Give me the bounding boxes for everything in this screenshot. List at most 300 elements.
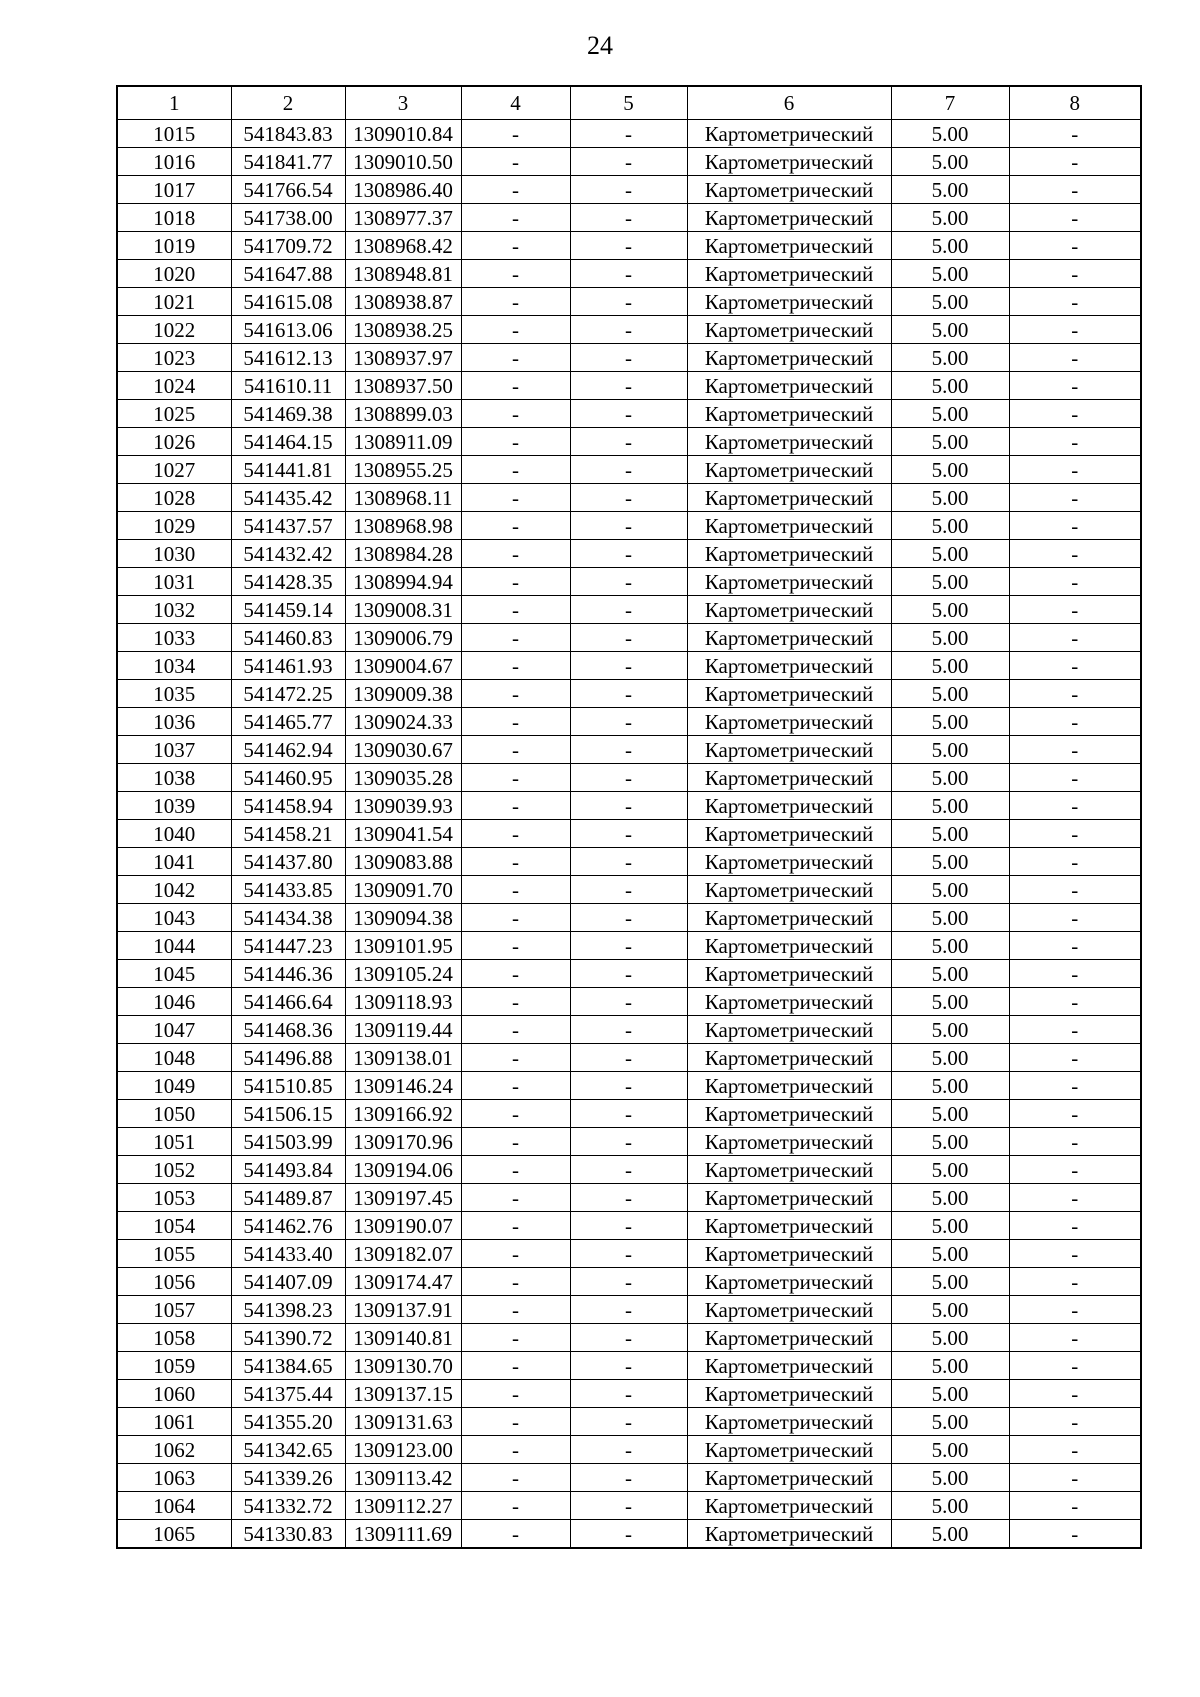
- table-cell: Картометрический: [687, 904, 891, 932]
- table-cell: 541841.77: [231, 148, 345, 176]
- table-row: [117, 680, 1141, 708]
- table-cell: -: [570, 820, 687, 848]
- table-cell: 541446.36: [231, 960, 345, 988]
- table-cell: 541461.93: [231, 652, 345, 680]
- table-cell: -: [461, 1492, 570, 1520]
- table-cell: 1040: [117, 820, 231, 848]
- table-cell: -: [461, 1044, 570, 1072]
- table-cell: 1038: [117, 764, 231, 792]
- table-cell: -: [1009, 1184, 1141, 1212]
- table-cell: 1309030.67: [345, 736, 461, 764]
- table-row: [117, 484, 1141, 512]
- table-cell: 1309137.91: [345, 1296, 461, 1324]
- table-row: [117, 316, 1141, 344]
- table-cell: -: [1009, 540, 1141, 568]
- table-cell: Картометрический: [687, 456, 891, 484]
- table-cell: 1053: [117, 1184, 231, 1212]
- table-cell: 1309146.24: [345, 1072, 461, 1100]
- table-cell: Картометрический: [687, 540, 891, 568]
- table-cell: 541709.72: [231, 232, 345, 260]
- table-cell: Картометрический: [687, 1324, 891, 1352]
- table-cell: Картометрический: [687, 820, 891, 848]
- table-cell: 1309137.15: [345, 1380, 461, 1408]
- table-cell: Картометрический: [687, 1464, 891, 1492]
- table-cell: 1309035.28: [345, 764, 461, 792]
- table-cell: -: [570, 792, 687, 820]
- table-cell: -: [461, 596, 570, 624]
- table-cell: -: [570, 764, 687, 792]
- table-cell: 1308968.11: [345, 484, 461, 512]
- table-cell: 5.00: [891, 1436, 1009, 1464]
- table-cell: Картометрический: [687, 1352, 891, 1380]
- table-cell: 541466.64: [231, 988, 345, 1016]
- table-cell: -: [461, 680, 570, 708]
- table-cell: -: [570, 1212, 687, 1240]
- table-cell: 1061: [117, 1408, 231, 1436]
- table-cell: 1308937.97: [345, 344, 461, 372]
- table-cell: -: [461, 204, 570, 232]
- table-cell: 5.00: [891, 1184, 1009, 1212]
- table-cell: Картометрический: [687, 372, 891, 400]
- table-cell: -: [1009, 708, 1141, 736]
- table-cell: 541330.83: [231, 1520, 345, 1549]
- table-cell: -: [570, 876, 687, 904]
- table-row: [117, 568, 1141, 596]
- table-cell: 5.00: [891, 848, 1009, 876]
- table-cell: 1036: [117, 708, 231, 736]
- table-cell: -: [570, 1044, 687, 1072]
- table-cell: -: [570, 1016, 687, 1044]
- table-cell: Картометрический: [687, 1240, 891, 1268]
- table-cell: 541390.72: [231, 1324, 345, 1352]
- table-cell: 1019: [117, 232, 231, 260]
- table-cell: 541465.77: [231, 708, 345, 736]
- table-cell: Картометрический: [687, 512, 891, 540]
- table-cell: 5.00: [891, 1044, 1009, 1072]
- table-cell: 1308955.25: [345, 456, 461, 484]
- table-cell: 1052: [117, 1156, 231, 1184]
- column-header: 5: [570, 86, 687, 120]
- table-cell: -: [1009, 568, 1141, 596]
- table-cell: -: [1009, 400, 1141, 428]
- table-cell: -: [461, 1324, 570, 1352]
- table-cell: -: [1009, 1212, 1141, 1240]
- table-cell: -: [570, 848, 687, 876]
- column-header: 3: [345, 86, 461, 120]
- table-cell: -: [1009, 1464, 1141, 1492]
- table-cell: -: [461, 1520, 570, 1549]
- table-cell: 5.00: [891, 1464, 1009, 1492]
- table-cell: -: [461, 1436, 570, 1464]
- table-cell: 1048: [117, 1044, 231, 1072]
- table-cell: -: [461, 1100, 570, 1128]
- table-cell: -: [570, 428, 687, 456]
- column-header: 8: [1009, 86, 1141, 120]
- table-cell: Картометрический: [687, 1128, 891, 1156]
- table-cell: 541355.20: [231, 1408, 345, 1436]
- table-row: [117, 176, 1141, 204]
- table-cell: -: [570, 1380, 687, 1408]
- table-cell: 5.00: [891, 1352, 1009, 1380]
- table-cell: 1309010.50: [345, 148, 461, 176]
- table-cell: -: [1009, 1240, 1141, 1268]
- table-body: [117, 86, 1141, 1548]
- table-cell: 5.00: [891, 1268, 1009, 1296]
- table-cell: -: [461, 932, 570, 960]
- table-cell: 1309174.47: [345, 1268, 461, 1296]
- table-cell: 5.00: [891, 204, 1009, 232]
- table-cell: 5.00: [891, 568, 1009, 596]
- table-row: [117, 1352, 1141, 1380]
- table-cell: 1043: [117, 904, 231, 932]
- table-cell: 541433.85: [231, 876, 345, 904]
- table-cell: -: [461, 988, 570, 1016]
- table-cell: 1309094.38: [345, 904, 461, 932]
- table-cell: -: [570, 1156, 687, 1184]
- table-cell: 5.00: [891, 316, 1009, 344]
- table-cell: -: [570, 708, 687, 736]
- table-cell: -: [461, 456, 570, 484]
- table-cell: 1309010.84: [345, 120, 461, 148]
- table-row: [117, 708, 1141, 736]
- table-cell: 1063: [117, 1464, 231, 1492]
- table-row: [117, 512, 1141, 540]
- table-cell: Картометрический: [687, 988, 891, 1016]
- table-cell: Картометрический: [687, 1436, 891, 1464]
- table-cell: -: [1009, 848, 1141, 876]
- table-cell: -: [461, 1156, 570, 1184]
- table-cell: 1033: [117, 624, 231, 652]
- table-cell: 541375.44: [231, 1380, 345, 1408]
- table-cell: 541435.42: [231, 484, 345, 512]
- table-cell: -: [461, 372, 570, 400]
- table-cell: -: [461, 148, 570, 176]
- table-row: [117, 1184, 1141, 1212]
- table-cell: -: [1009, 1100, 1141, 1128]
- table-cell: -: [570, 596, 687, 624]
- table-cell: -: [461, 1380, 570, 1408]
- table-cell: 541434.38: [231, 904, 345, 932]
- table-cell: 1044: [117, 932, 231, 960]
- table-cell: Картометрический: [687, 344, 891, 372]
- table-row: [117, 988, 1141, 1016]
- table-cell: -: [570, 680, 687, 708]
- table-cell: 1309170.96: [345, 1128, 461, 1156]
- table-cell: 1034: [117, 652, 231, 680]
- table-cell: -: [1009, 1492, 1141, 1520]
- table-cell: -: [461, 1296, 570, 1324]
- table-cell: -: [570, 456, 687, 484]
- table-cell: -: [461, 1408, 570, 1436]
- table-cell: -: [1009, 624, 1141, 652]
- table-cell: 1309131.63: [345, 1408, 461, 1436]
- table-cell: 541506.15: [231, 1100, 345, 1128]
- table-cell: 541843.83: [231, 120, 345, 148]
- table-cell: -: [570, 1492, 687, 1520]
- table-cell: Картометрический: [687, 624, 891, 652]
- table-cell: 541496.88: [231, 1044, 345, 1072]
- table-row: [117, 540, 1141, 568]
- table-row: [117, 148, 1141, 176]
- table-cell: Картометрический: [687, 1100, 891, 1128]
- table-cell: -: [570, 932, 687, 960]
- table-cell: -: [1009, 1380, 1141, 1408]
- table-cell: Картометрический: [687, 1212, 891, 1240]
- table-row: [117, 1044, 1141, 1072]
- table-cell: -: [1009, 1436, 1141, 1464]
- table-cell: 541342.65: [231, 1436, 345, 1464]
- table-cell: -: [570, 1072, 687, 1100]
- table-cell: 1020: [117, 260, 231, 288]
- table-cell: 1047: [117, 1016, 231, 1044]
- table-cell: -: [570, 120, 687, 148]
- table-cell: 5.00: [891, 1072, 1009, 1100]
- table-cell: 5.00: [891, 1100, 1009, 1128]
- table-cell: -: [461, 1240, 570, 1268]
- table-cell: 1064: [117, 1492, 231, 1520]
- table-cell: Картометрический: [687, 1380, 891, 1408]
- table-cell: -: [461, 1352, 570, 1380]
- table-cell: 1060: [117, 1380, 231, 1408]
- table-row: [117, 400, 1141, 428]
- table-cell: 1050: [117, 1100, 231, 1128]
- table-cell: -: [570, 624, 687, 652]
- table-cell: 1037: [117, 736, 231, 764]
- table-cell: Картометрический: [687, 232, 891, 260]
- table-cell: Картометрический: [687, 1520, 891, 1549]
- table-cell: 1309140.81: [345, 1324, 461, 1352]
- table-cell: -: [570, 1324, 687, 1352]
- table-cell: 1016: [117, 148, 231, 176]
- table-cell: -: [461, 848, 570, 876]
- table-cell: -: [461, 484, 570, 512]
- table-cell: -: [1009, 1072, 1141, 1100]
- table-cell: 1065: [117, 1520, 231, 1549]
- table-cell: -: [1009, 176, 1141, 204]
- table-cell: 5.00: [891, 232, 1009, 260]
- table-cell: Картометрический: [687, 400, 891, 428]
- table-cell: Картометрический: [687, 1016, 891, 1044]
- table-cell: -: [570, 344, 687, 372]
- table-cell: 541647.88: [231, 260, 345, 288]
- table-cell: -: [461, 1016, 570, 1044]
- table-cell: 541458.94: [231, 792, 345, 820]
- table-row: [117, 792, 1141, 820]
- table-cell: 1309123.00: [345, 1436, 461, 1464]
- table-cell: -: [1009, 428, 1141, 456]
- table-cell: 5.00: [891, 540, 1009, 568]
- table-cell: 541398.23: [231, 1296, 345, 1324]
- table-cell: Картометрический: [687, 176, 891, 204]
- table-cell: 1030: [117, 540, 231, 568]
- table-cell: 1309004.67: [345, 652, 461, 680]
- table-cell: -: [1009, 652, 1141, 680]
- table-cell: 5.00: [891, 512, 1009, 540]
- table-cell: -: [570, 960, 687, 988]
- table-cell: 1309130.70: [345, 1352, 461, 1380]
- table-cell: 1309166.92: [345, 1100, 461, 1128]
- table-cell: Картометрический: [687, 736, 891, 764]
- table-cell: 1309138.01: [345, 1044, 461, 1072]
- table-cell: Картометрический: [687, 316, 891, 344]
- table-cell: 5.00: [891, 176, 1009, 204]
- table-cell: -: [1009, 820, 1141, 848]
- table-row: [117, 1212, 1141, 1240]
- table-cell: 1057: [117, 1296, 231, 1324]
- table-cell: Картометрический: [687, 260, 891, 288]
- table-row: [117, 1408, 1141, 1436]
- table-cell: 5.00: [891, 1240, 1009, 1268]
- table-cell: -: [461, 652, 570, 680]
- table-cell: 1309105.24: [345, 960, 461, 988]
- table-cell: -: [1009, 680, 1141, 708]
- table-header-row: [117, 86, 1141, 120]
- table-cell: 1309190.07: [345, 1212, 461, 1240]
- table-cell: 1309119.44: [345, 1016, 461, 1044]
- table-cell: 1055: [117, 1240, 231, 1268]
- table-cell: -: [461, 288, 570, 316]
- table-cell: -: [1009, 1016, 1141, 1044]
- table-cell: 1027: [117, 456, 231, 484]
- table-cell: -: [1009, 736, 1141, 764]
- table-row: [117, 904, 1141, 932]
- table-cell: 541738.00: [231, 204, 345, 232]
- table-cell: 5.00: [891, 1212, 1009, 1240]
- table-cell: -: [1009, 1520, 1141, 1549]
- table-cell: -: [1009, 148, 1141, 176]
- table-cell: -: [461, 1128, 570, 1156]
- table-cell: 1308899.03: [345, 400, 461, 428]
- table-cell: Картометрический: [687, 288, 891, 316]
- table-row: [117, 1464, 1141, 1492]
- page-number: 24: [587, 31, 613, 60]
- table-cell: 5.00: [891, 988, 1009, 1016]
- table-cell: 541428.35: [231, 568, 345, 596]
- table-row: [117, 1324, 1141, 1352]
- table-cell: 1029: [117, 512, 231, 540]
- table-cell: 1309118.93: [345, 988, 461, 1016]
- table-row: [117, 624, 1141, 652]
- table-cell: 1309111.69: [345, 1520, 461, 1549]
- table-cell: Картометрический: [687, 596, 891, 624]
- table-row: [117, 372, 1141, 400]
- table-cell: 1308986.40: [345, 176, 461, 204]
- table-cell: 541332.72: [231, 1492, 345, 1520]
- table-cell: 1045: [117, 960, 231, 988]
- table-cell: 5.00: [891, 1156, 1009, 1184]
- table-cell: 1041: [117, 848, 231, 876]
- table-cell: 5.00: [891, 400, 1009, 428]
- table-row: [117, 932, 1141, 960]
- table-cell: -: [570, 1268, 687, 1296]
- table-cell: 541432.42: [231, 540, 345, 568]
- table-row: [117, 1016, 1141, 1044]
- table-row: [117, 820, 1141, 848]
- table-cell: -: [1009, 764, 1141, 792]
- column-header: 6: [687, 86, 891, 120]
- table-cell: 1308994.94: [345, 568, 461, 596]
- table-cell: -: [461, 568, 570, 596]
- table-cell: -: [461, 904, 570, 932]
- coordinates-table: [116, 85, 1142, 1549]
- table-row: [117, 1268, 1141, 1296]
- table-cell: 5.00: [891, 344, 1009, 372]
- table-cell: 5.00: [891, 1324, 1009, 1352]
- table-cell: -: [461, 876, 570, 904]
- table-cell: Картометрический: [687, 148, 891, 176]
- table-cell: 1039: [117, 792, 231, 820]
- table-cell: -: [1009, 988, 1141, 1016]
- table-cell: -: [570, 1464, 687, 1492]
- table-cell: -: [461, 764, 570, 792]
- column-header: 2: [231, 86, 345, 120]
- table-cell: -: [570, 176, 687, 204]
- column-header: 7: [891, 86, 1009, 120]
- table-cell: -: [461, 1184, 570, 1212]
- table-cell: 541462.94: [231, 736, 345, 764]
- table-cell: -: [1009, 1128, 1141, 1156]
- table-cell: -: [461, 736, 570, 764]
- table-row: [117, 1128, 1141, 1156]
- table-cell: 5.00: [891, 792, 1009, 820]
- table-cell: 541469.38: [231, 400, 345, 428]
- table-cell: -: [1009, 372, 1141, 400]
- table-cell: -: [1009, 512, 1141, 540]
- table-cell: 1021: [117, 288, 231, 316]
- table-cell: 541437.57: [231, 512, 345, 540]
- table-cell: 541459.14: [231, 596, 345, 624]
- table-row: [117, 596, 1141, 624]
- table-cell: -: [570, 904, 687, 932]
- table-cell: -: [570, 568, 687, 596]
- table-cell: 5.00: [891, 1016, 1009, 1044]
- table-cell: Картометрический: [687, 428, 891, 456]
- table-cell: -: [570, 204, 687, 232]
- table-row: [117, 1100, 1141, 1128]
- table-cell: -: [570, 1100, 687, 1128]
- table-row: [117, 1240, 1141, 1268]
- table-cell: 5.00: [891, 1296, 1009, 1324]
- table-cell: 1042: [117, 876, 231, 904]
- table-cell: -: [1009, 1408, 1141, 1436]
- table-cell: -: [1009, 904, 1141, 932]
- table-cell: 1025: [117, 400, 231, 428]
- table-cell: 1308968.98: [345, 512, 461, 540]
- table-cell: Картометрический: [687, 848, 891, 876]
- table-cell: -: [1009, 876, 1141, 904]
- table-row: [117, 456, 1141, 484]
- table-cell: Картометрический: [687, 1156, 891, 1184]
- table-cell: 1032: [117, 596, 231, 624]
- table-cell: Картометрический: [687, 764, 891, 792]
- table-cell: 1308938.25: [345, 316, 461, 344]
- table-cell: -: [1009, 1156, 1141, 1184]
- table-cell: -: [461, 400, 570, 428]
- table-cell: 541433.40: [231, 1240, 345, 1268]
- table-row: [117, 428, 1141, 456]
- table-cell: -: [1009, 316, 1141, 344]
- table-cell: -: [1009, 1352, 1141, 1380]
- table-cell: 1051: [117, 1128, 231, 1156]
- table-cell: 1309008.31: [345, 596, 461, 624]
- table-cell: -: [570, 512, 687, 540]
- table-row: [117, 288, 1141, 316]
- table-cell: 5.00: [891, 260, 1009, 288]
- table-cell: -: [461, 708, 570, 736]
- table-cell: -: [570, 232, 687, 260]
- table-cell: Картометрический: [687, 1268, 891, 1296]
- table-row: [117, 876, 1141, 904]
